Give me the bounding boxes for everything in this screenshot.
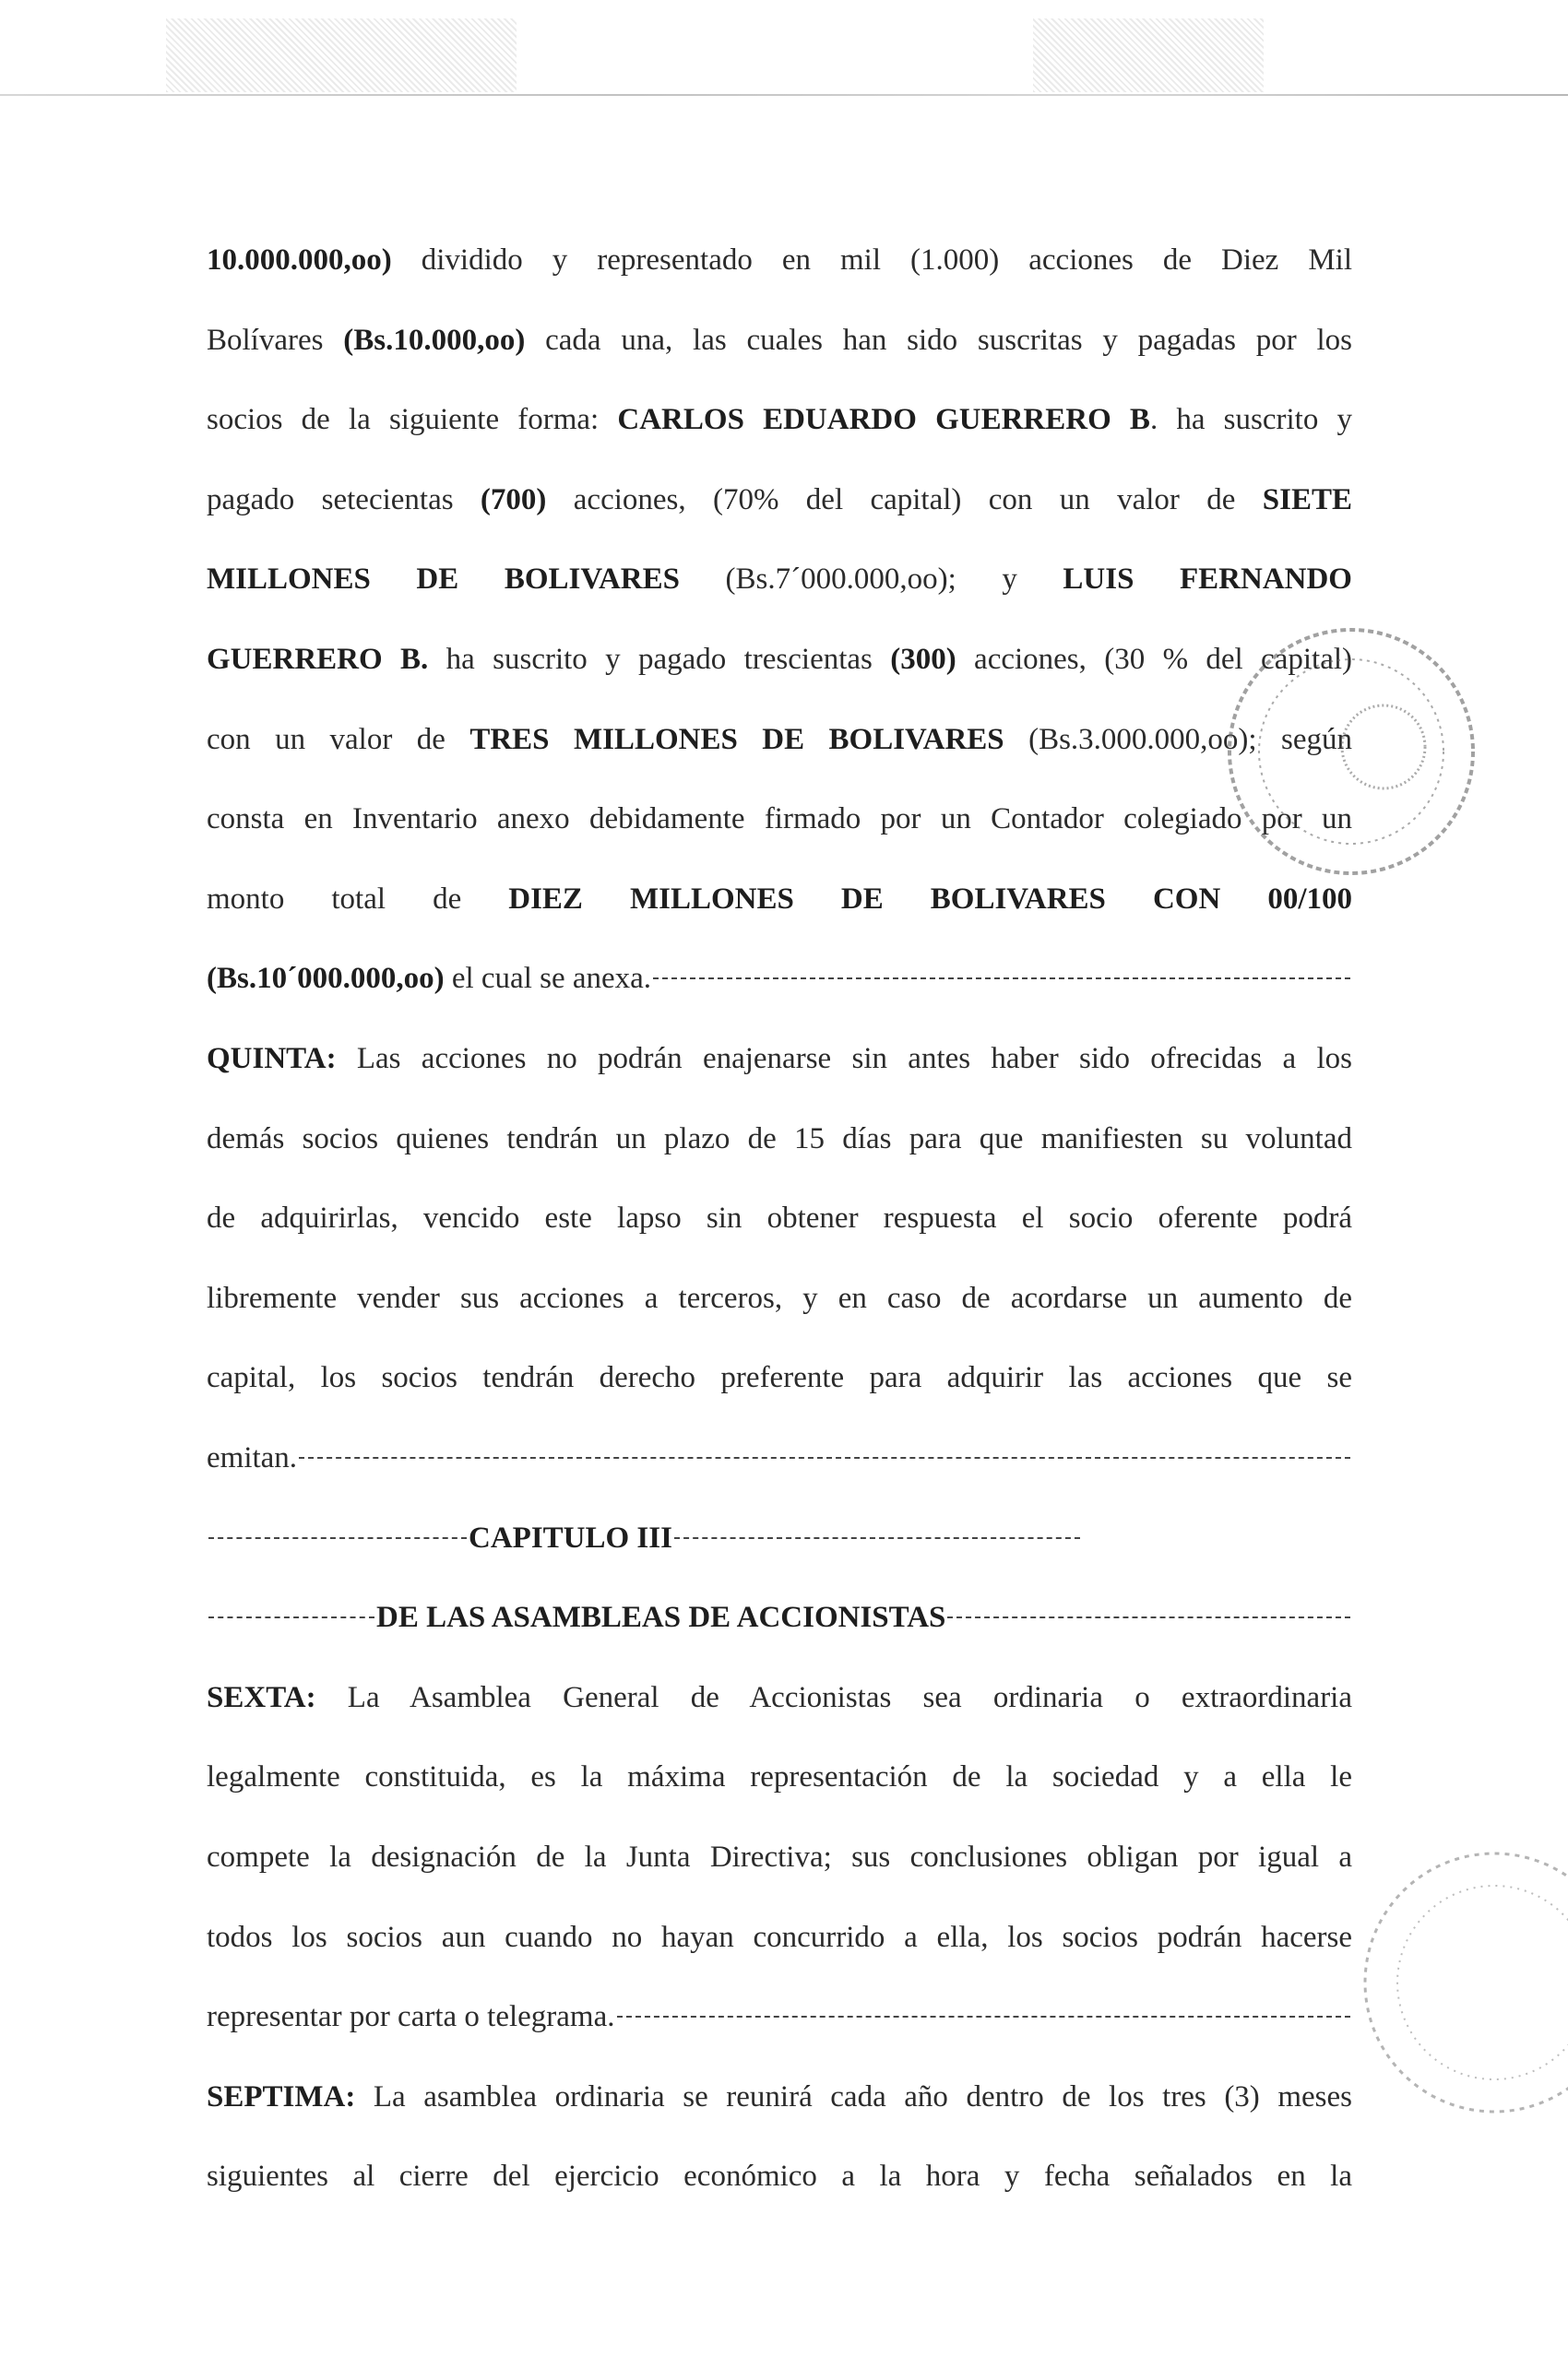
text-line bbox=[207, 320, 1352, 361]
text-run: compete la designación de la Junta Directiva; sus conclusiones obligan por igual a bbox=[207, 1841, 1352, 1874]
line-text bbox=[207, 2160, 1352, 2193]
text-line bbox=[207, 1917, 1352, 1958]
text-run: libremente vender sus acciones a terceros, y en caso de acordarse un aumento de bbox=[207, 1281, 1352, 1315]
scan-edge-line bbox=[0, 94, 1568, 96]
registry-stamp-partial bbox=[1347, 1835, 1568, 2130]
text-line bbox=[207, 2156, 1352, 2196]
line-text bbox=[207, 1042, 1352, 1075]
text-run: emitan. bbox=[207, 1441, 298, 1474]
text-line bbox=[207, 1198, 1352, 1238]
line-text bbox=[207, 483, 1352, 516]
bold-text: (Bs.10´000.000,oo) bbox=[207, 962, 445, 996]
text-run: representar por carta o telegrama. bbox=[207, 2000, 615, 2034]
line-text bbox=[207, 403, 1352, 436]
text-run: cada una, las cuales han sido suscritas y pagadas por los bbox=[525, 323, 1352, 357]
bold-text: SIETE bbox=[1262, 482, 1352, 516]
line-text bbox=[207, 1681, 1352, 1714]
line-text bbox=[376, 1597, 945, 1638]
text-run: acciones, (30 % del capital) bbox=[956, 643, 1352, 676]
text-line bbox=[207, 1438, 1352, 1478]
text-line bbox=[207, 639, 1352, 680]
line-text bbox=[207, 243, 1352, 277]
scan-noise bbox=[166, 18, 517, 92]
bold-text: (700) bbox=[480, 482, 547, 516]
bold-text: CARLOS EDUARDO GUERRERO B bbox=[617, 403, 1150, 437]
bold-text: DIEZ MILLONES DE BOLIVARES CON 00/100 bbox=[508, 882, 1352, 916]
dash-leader bbox=[653, 977, 1350, 979]
text-run: pagado setecientas bbox=[207, 482, 481, 516]
text-line bbox=[207, 1837, 1352, 1877]
text-run: con un valor de bbox=[207, 722, 470, 756]
bold-text: QUINTA: bbox=[207, 1042, 337, 1075]
text-run: Las acciones no podrán enajenarse sin antes haber sido ofrecidas a los bbox=[336, 1042, 1352, 1075]
bold-text: (300) bbox=[890, 643, 956, 676]
text-run: La Asamblea General de Accionistas sea ordinaria o extraordinaria bbox=[315, 1680, 1352, 1714]
text-run: (Bs.3.000.000,oo); según bbox=[1004, 722, 1352, 756]
text-run: dividido y representado en mil (1.000) acciones de Diez Mil bbox=[391, 243, 1352, 277]
line-text bbox=[207, 1760, 1352, 1794]
text-line bbox=[207, 1278, 1352, 1319]
text-run: el cual se anexa. bbox=[444, 962, 652, 996]
line-text bbox=[207, 802, 1352, 835]
dash-leader bbox=[617, 2016, 1351, 2018]
text-line bbox=[207, 2077, 1352, 2117]
text-run: acciones, (70% del capital) con un valor de bbox=[546, 482, 1263, 516]
scan-noise bbox=[1033, 18, 1264, 92]
dash-leader bbox=[208, 1537, 467, 1539]
text-run: . ha suscrito y bbox=[1149, 403, 1352, 437]
line-text bbox=[207, 723, 1352, 756]
line-text bbox=[207, 1202, 1352, 1235]
text-line bbox=[207, 1038, 1352, 1079]
text-run: (Bs.7´000.000,oo); y bbox=[679, 562, 1063, 597]
text-line bbox=[207, 559, 1352, 599]
text-line bbox=[207, 1757, 1352, 1797]
text-run: socios de la siguiente forma: bbox=[207, 403, 618, 437]
bold-text: (Bs.10.000,oo) bbox=[343, 323, 526, 357]
line-text bbox=[207, 1921, 1352, 1954]
text-run: siguientes al cierre del ejercicio económico a la hora y fecha señalados en la bbox=[207, 2160, 1352, 2194]
text-line bbox=[207, 799, 1352, 839]
text-run: monto total de bbox=[207, 882, 509, 916]
bold-text: LUIS FERNANDO bbox=[1063, 562, 1352, 597]
text-run: todos los socios aun cuando no hayan concurrido a ella, los socios podrán hacerse bbox=[207, 1920, 1352, 1954]
text-line bbox=[207, 1677, 1352, 1718]
line-text bbox=[207, 643, 1352, 676]
section-heading bbox=[207, 1518, 1352, 1558]
bold-text: SEXTA: bbox=[207, 1680, 316, 1714]
text-line bbox=[207, 958, 1352, 999]
line-text bbox=[207, 1361, 1352, 1394]
bold-text: GUERRERO B. bbox=[207, 643, 429, 676]
dash-leader bbox=[674, 1537, 1080, 1539]
text-line bbox=[207, 1357, 1352, 1398]
line-text bbox=[469, 1518, 672, 1558]
text-run: Bolívares bbox=[207, 323, 344, 357]
text-run: capital, los socios tendrán derecho preferente para adquirir las acciones que se bbox=[207, 1361, 1352, 1395]
text-line bbox=[207, 399, 1352, 440]
text-run: legalmente constituida, es la máxima representación de la sociedad y a ella le bbox=[207, 1760, 1352, 1794]
text-run: ha suscrito y pagado trescientas bbox=[428, 643, 891, 676]
bold-text: 10.000.000,oo) bbox=[207, 243, 392, 277]
line-text bbox=[207, 1438, 297, 1478]
text-line bbox=[207, 1119, 1352, 1159]
text-run: demás socios quienes tendrán un plazo de 15 días para que manifiesten su voluntad bbox=[207, 1121, 1352, 1155]
dash-leader bbox=[299, 1457, 1350, 1459]
line-text bbox=[207, 1841, 1352, 1874]
bold-text: DE LAS ASAMBLEAS DE ACCIONISTAS bbox=[376, 1601, 946, 1635]
text-run: La asamblea ordinaria se reunirá cada año dentro de los tres (3) meses bbox=[355, 2079, 1352, 2114]
bold-text: CAPITULO III bbox=[469, 1521, 672, 1555]
text-run: de adquirirlas, vencido este lapso sin obtener respuesta el socio oferente podrá bbox=[207, 1202, 1352, 1236]
text-run: consta en Inventario anexo debidamente firmado por un Contador colegiado por un bbox=[207, 802, 1352, 836]
text-line bbox=[207, 719, 1352, 760]
section-heading bbox=[207, 1597, 1352, 1638]
bold-text: SEPTIMA: bbox=[207, 2079, 356, 2114]
text-line bbox=[207, 480, 1352, 520]
bold-text: MILLONES DE BOLIVARES bbox=[207, 562, 680, 597]
text-line bbox=[207, 1996, 1352, 2037]
line-text bbox=[207, 882, 1352, 916]
line-text bbox=[207, 1122, 1352, 1155]
line-text bbox=[207, 1996, 615, 2037]
line-text bbox=[207, 958, 651, 999]
dash-leader bbox=[208, 1616, 374, 1618]
line-text bbox=[207, 562, 1352, 596]
text-line bbox=[207, 879, 1352, 919]
text-line bbox=[207, 240, 1352, 280]
line-text bbox=[207, 324, 1352, 357]
dash-leader bbox=[947, 1616, 1350, 1618]
line-text bbox=[207, 2080, 1352, 2114]
line-text bbox=[207, 1282, 1352, 1315]
bold-text: TRES MILLONES DE BOLIVARES bbox=[469, 722, 1004, 756]
